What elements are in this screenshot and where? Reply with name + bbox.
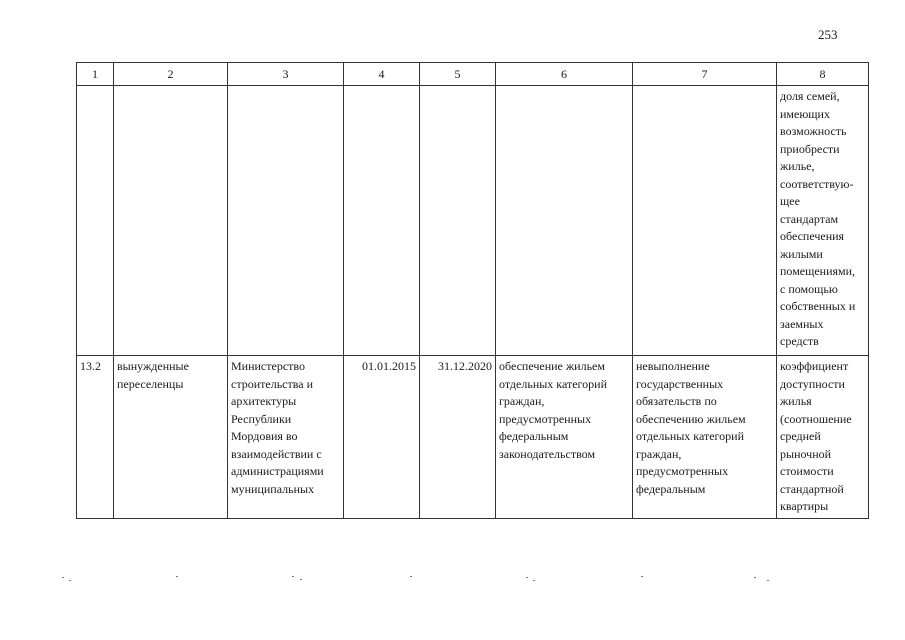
- cell-consequences: [633, 86, 777, 356]
- scan-artifact: [533, 580, 535, 581]
- cell-category: [114, 86, 228, 356]
- cell-number: 13.2: [77, 356, 114, 519]
- scan-artifact: [300, 579, 302, 580]
- cell-indicator: коэффициент доступности жилья (соотношение средней рыночной стоимости стандартной квартиры: [777, 356, 869, 519]
- page-number: 253: [818, 27, 838, 42]
- column-header-4: 4: [344, 63, 420, 86]
- cell-start-date: [344, 86, 420, 356]
- cell-expected-result: [496, 86, 633, 356]
- column-header-8: 8: [777, 63, 869, 86]
- cell-category: вынужденные переселенцы: [114, 356, 228, 519]
- cell-executor: [228, 86, 344, 356]
- column-header-2: 2: [114, 63, 228, 86]
- cell-end-date: [420, 86, 496, 356]
- scan-artifact: [641, 576, 643, 577]
- column-header-5: 5: [420, 63, 496, 86]
- table-row-13-2: [77, 356, 869, 519]
- cell-executor: Министерство строительства и архитектуры Республики Мордовия во взаимодействии с администрациями муниципальных: [228, 356, 344, 519]
- cell-start-date: 01.01.2015: [344, 356, 420, 519]
- cell-expected-result: обеспечение жильем отдельных категорий граждан, предусмотренных федеральным законодательством: [496, 356, 633, 519]
- table-row-continuation: [77, 86, 869, 356]
- scan-artifact: [754, 577, 756, 578]
- scan-artifact: [69, 580, 71, 581]
- scan-artifact: [410, 576, 412, 577]
- scan-artifact: [292, 576, 294, 577]
- document-table: [76, 62, 869, 519]
- column-number-row: [77, 63, 869, 86]
- column-header-7: 7: [633, 63, 777, 86]
- scan-artifact: [176, 576, 178, 577]
- column-header-3: 3: [228, 63, 344, 86]
- cell-consequences: невыполнение государственных обязательств по обеспечению жильем отдельных категорий граждан, предусмотренных федеральным: [633, 356, 777, 519]
- scan-artifact: [767, 580, 769, 581]
- column-header-6: 6: [496, 63, 633, 86]
- scan-artifact: [62, 577, 64, 578]
- cell-end-date: 31.12.2020: [420, 356, 496, 519]
- cell-number: [77, 86, 114, 356]
- scan-artifact: [526, 577, 528, 578]
- cell-indicator: доля семей, имеющих возможность приобрести жилье, соответствую- щее стандартам обеспечения жилыми помещениями, с помощью собственных и заемных средств: [777, 86, 869, 356]
- column-header-1: 1: [77, 63, 114, 86]
